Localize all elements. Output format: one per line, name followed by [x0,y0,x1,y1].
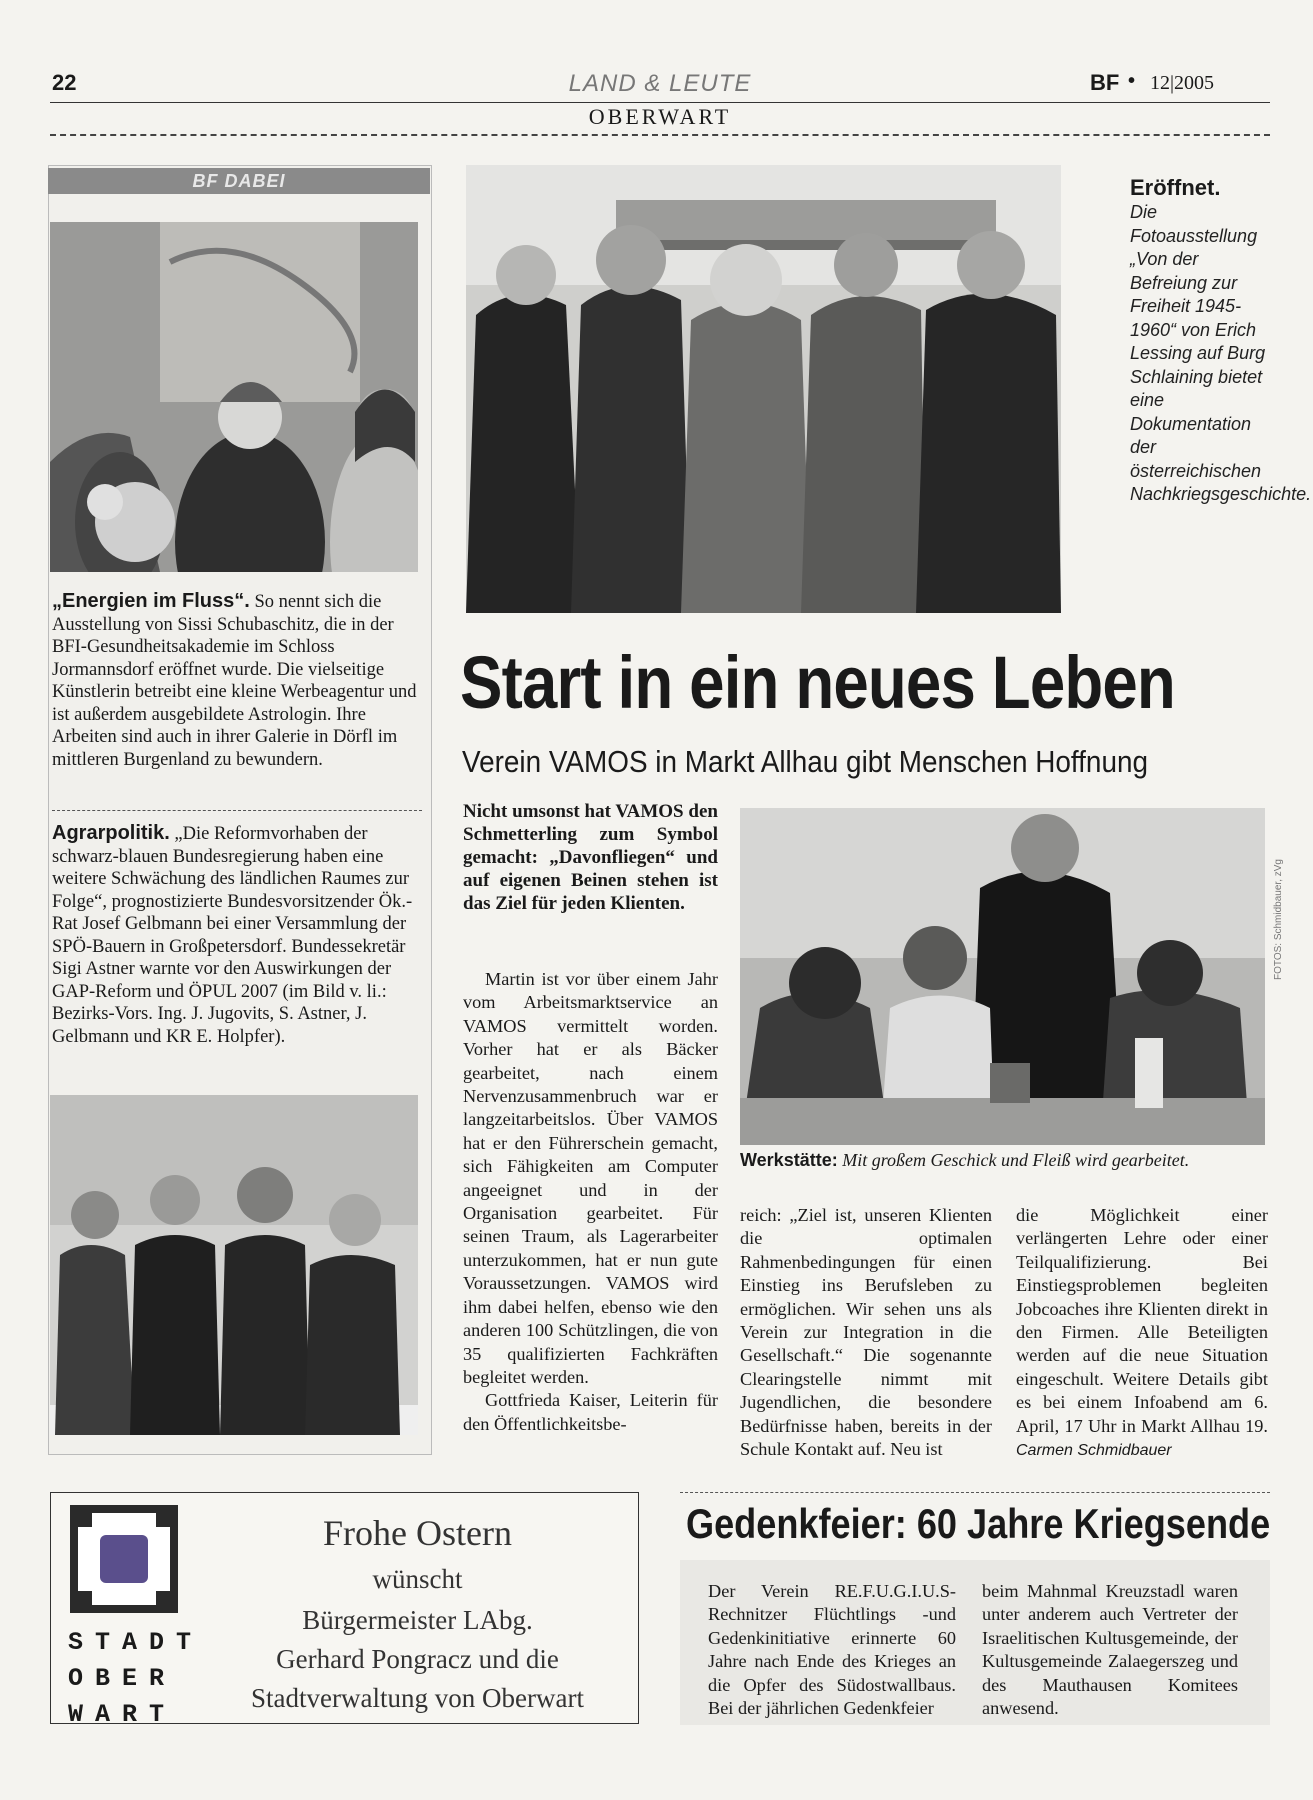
text-energien: So nennt sich die Ausstellung von Sissi Schubaschitz, die in der BFI-Gesundheitsakademie im Schloss Jormannsdorf eröffnet wurde. Die vielseitige Künstlerin betreibt eine kleine Werbeagentur und ist außerdem ausgebildete Astrologin. Ihre Arbeiten sind auch in ihrer Galerie in Dörfl im mittleren Burgenland zu bewundern. [52,592,417,770]
issue-date: 12|2005 [1150,72,1215,94]
photo-credit: FOTOS: Schmidbauer, zVg [1273,859,1284,980]
text-agrarpolitik: „Die Reformvorhaben der schwarz-blauen Bundesregierung haben eine weitere Schwächung des ländlichen Raumes zur Folge“, prognostizierte Bundesvorsitzender Ök.-Rat Josef Gelbmann bei einer Versammlung der SPÖ-Bauern in Großpetersdorf. Bundessekretär Sigi Astner warnte vor den Auswirkungen der GAP-Reform und ÖPUL 2007 (im Bild v. li.: Bezirks-Vors. Ing. J. Jugovits, S. Astner, J. Gelbmann und KR E. Holpfer). [52,824,413,1047]
article-paragraph: reich: „Ziel ist, unseren Klienten die optimalen Rahmenbedingungen für einen Einstieg ins Berufsleben zu ermöglichen. Wir sehen uns als Verein zur Integration in die Gesellschaft.“ Die sogenannte Clearingstelle nimmt mit Jugendlichen, die besondere Bedürfnisse haben, bereits in der Schule Kontakt auf. Neu ist [740,1205,992,1460]
article-paragraph: Gottfrieda Kaiser, Leiterin für den Öffentlichkeitsbe- [463,1390,718,1434]
werkstaette-caption [740,1150,1270,1171]
location-title: OBERWART [588,104,732,129]
werkstaette-caption-text: Mit großem Geschick und Fleiß wird gearbeitet. [837,1150,1190,1170]
brand-logo: BF [1090,70,1120,95]
sidebar-divider [52,810,422,811]
page-number: 22 [52,70,77,95]
caption-body-eroeffnet: Die Fotoausstellung „Von der Befreiung zur Freiheit 1945-1960“ von Erich Lessing auf Burg Schlaining bietet eine Dokumentation der österreichischen Nachkriegsgeschichte. [1130,202,1312,504]
ad-line: Gerhard Pongracz und die [276,1644,559,1674]
sidebar-item-energien [52,590,422,771]
ad-line: Bürgermeister LAbg. [302,1605,533,1635]
article-subhead: Verein VAMOS in Markt Allhau gibt Menschen Hoffnung [462,744,1148,779]
stadt-oberwart-logo-text [68,1625,204,1733]
photo-spoe-bauern [50,1095,418,1435]
stadt-oberwart-logo [70,1505,178,1613]
logo-line: WART [68,1700,177,1729]
header-separator: • [1128,70,1136,92]
header-dashed-rule [50,134,1270,136]
header-rule [50,102,1270,103]
gedenkfeier-text: Der Verein RE.F.U.G.I.U.S-Rechnitzer Flüchtlings -und Gedenkinitiative erinnerte 60 Jahre nach Ende des Krieges an die Opfer des Südostwallbaus. Bei der jährlichen Gedenkfeier [708,1581,956,1719]
article-column-1 [463,968,718,1436]
article-author: Carmen Schmidbauer [1016,1442,1172,1460]
runin-agrarpolitik: Agrarpolitik. [52,822,170,844]
werkstaette-caption-head: Werkstätte: [740,1150,838,1170]
article-column-2 [740,1204,992,1461]
gedenkfeier-column-2 [982,1580,1238,1720]
article-lead: Nicht umsonst hat VAMOS den Schmetterling zum Symbol gemacht: „Davonfliegen“ und auf eigenen Beinen stehen ist das Ziel für jeden Klienten. [463,801,718,914]
ad-text [205,1510,630,1716]
article-paragraph: die Möglichkeit einer verlängerten Lehre oder einer Teilqualifizierung. Bei Einstiegsproblemen begleiten Jobcoaches ihre Klienten direkt in den Firmen. Alle Beteiligten werden auf die neue Situation eingeschult. Weitere Details gibt es bei einem Infoabend am 6. April, 17 Uhr in Markt Allhau 19. [1016,1205,1268,1436]
sidebar-item-agrarpolitik [52,822,422,1048]
ad-line: wünscht [372,1564,463,1594]
section-title: LAND & LEUTE [568,70,752,97]
photo-exhibition-burg-schlaining [466,165,1126,613]
sidebar-kicker: BF DABEI [48,168,430,194]
gedenkfeier-headline: Gedenkfeier: 60 Jahre Kriegsende [686,1500,1271,1547]
logo-line: OBER [68,1664,177,1693]
article-column-3 [1016,1204,1268,1462]
caption-head-eroeffnet: Eröffnet. [1130,175,1221,200]
gedenkfeier-rule [680,1492,1270,1493]
runin-energien: „Energien im Fluss“. [52,590,250,612]
gedenkfeier-column-1 [708,1580,956,1720]
gedenkfeier-text: beim Mahnmal Kreuzstadl waren unter anderem auch Vertreter der Israelitischen Kultusgemeinde, der Kultusgemeinde Zalaegerszeg und des Mauthausen Komitees anwesend. [982,1581,1238,1719]
top-photo-caption [1130,175,1312,595]
logo-line: STADT [68,1628,204,1657]
article-paragraph: Martin ist vor über einem Jahr vom Arbeitsmarktservice an VAMOS vermittelt worden. Vorher hat er als Bäcker gearbeitet, nach einem Nervenzusammenbruch war er langzeitarbeitslos. Über VAMOS hat er den Führerschein gemacht, sich Fähigkeiten am Computer angeeignet und in der Organisation gearbeitet. Für seinen Traum, als Lagerarbeiter unterzukommen, hat er nun gute Voraussetzungen. VAMOS wird ihm dabei helfen, ebenso wie den anderen 100 Schützlingen, die von 35 qualifizierten Fachkräften begleitet werden. [463,969,718,1387]
article-headline: Start in ein neues Leben [460,641,1175,724]
photo-werkstaette [740,808,1265,1145]
ad-line: Stadtverwaltung von Oberwart [251,1683,584,1713]
photo-exhibition-opening [50,222,418,572]
ad-title: Frohe Ostern [323,1513,512,1553]
